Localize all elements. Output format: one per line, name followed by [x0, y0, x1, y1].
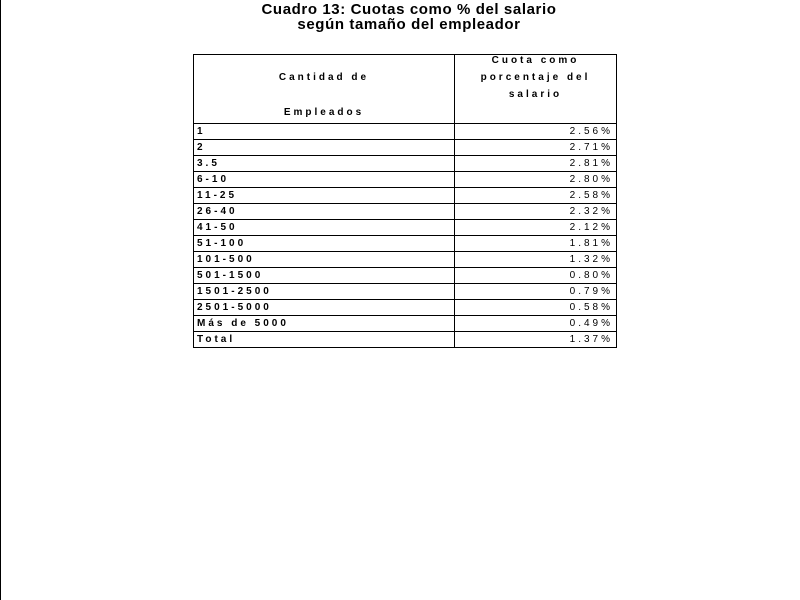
table-row [194, 172, 617, 188]
row-label: 6-10 [194, 172, 455, 188]
header-quota-line-1: Cuota como [491, 55, 580, 66]
table-row [194, 236, 617, 252]
row-label: 2501-5000 [194, 300, 455, 316]
table-row [194, 268, 617, 284]
title-line-2: según tamaño del empleador [297, 16, 521, 33]
row-value: 0.79% [455, 284, 617, 300]
table-row [194, 316, 617, 332]
row-label: 51-100 [194, 236, 455, 252]
table-row [194, 140, 617, 156]
row-label: 1 [194, 124, 455, 140]
header-quota-percentage [455, 55, 617, 124]
row-value: 2.81% [455, 156, 617, 172]
row-value: 0.49% [455, 316, 617, 332]
row-label: Más de 5000 [194, 316, 455, 332]
header-employee-count-line-2: Empleados [283, 107, 365, 118]
table-header-row [194, 55, 617, 124]
row-label: 501-1500 [194, 268, 455, 284]
table-row [194, 124, 617, 140]
header-employee-count-line-1: Cantidad de [278, 72, 370, 83]
row-value: 2.80% [455, 172, 617, 188]
header-quota-line-2: porcentaje del [480, 72, 591, 83]
table-row [194, 252, 617, 268]
row-value: 2.32% [455, 204, 617, 220]
quota-table [193, 54, 617, 348]
row-label: 26-40 [194, 204, 455, 220]
row-label: 41-50 [194, 220, 455, 236]
row-label: 2 [194, 140, 455, 156]
row-value: 1.81% [455, 236, 617, 252]
left-border-line [0, 0, 1, 600]
table-row [194, 156, 617, 172]
table-row [194, 188, 617, 204]
row-label: 11-25 [194, 188, 455, 204]
row-value: 2.58% [455, 188, 617, 204]
row-value: 2.71% [455, 140, 617, 156]
table-row [194, 300, 617, 316]
row-value: 2.12% [455, 220, 617, 236]
table-row [194, 284, 617, 300]
row-value: 1.32% [455, 252, 617, 268]
row-label: 101-500 [194, 252, 455, 268]
table-row [194, 204, 617, 220]
title-line-1: Cuadro 13: Cuotas como % del salario [261, 1, 557, 18]
header-quota-line-3: salario [508, 89, 563, 100]
total-label: Total [194, 332, 455, 348]
document-title [0, 2, 800, 32]
header-employee-count [194, 55, 455, 124]
total-value: 1.37% [455, 332, 617, 348]
row-label: 1501-2500 [194, 284, 455, 300]
row-value: 0.58% [455, 300, 617, 316]
row-value: 2.56% [455, 124, 617, 140]
row-label: 3.5 [194, 156, 455, 172]
table-row [194, 220, 617, 236]
row-value: 0.80% [455, 268, 617, 284]
total-row [194, 332, 617, 348]
